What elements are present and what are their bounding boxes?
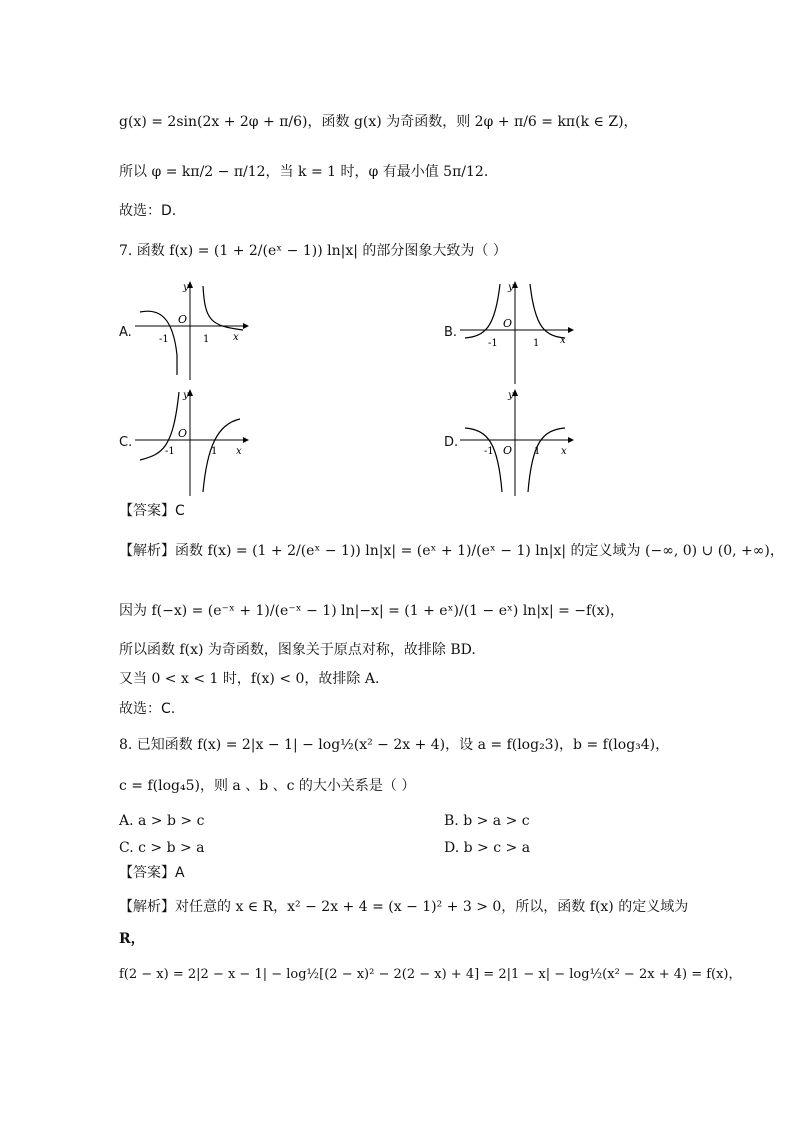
solution-8-line: f(2 − x) = 2|2 − x − 1| − log½[(2 − x)² − 2(2 − x) + 4] = 2|1 − x| − log½(x² − 2x + 4) = f(x)， — [119, 967, 742, 982]
origin-label: O — [503, 444, 513, 457]
tick-label: -1 — [484, 446, 494, 457]
solution-7-line: 又当 0 < x < 1 时，f(x) < 0，故排除 A. — [119, 671, 380, 687]
question-7: 7. 函数 f(x) = (1 + 2/(eˣ − 1)) ln|x| 的部分图象大致为（ ） — [119, 243, 507, 259]
tick-label: -1 — [488, 338, 498, 349]
y-axis-label: y — [508, 282, 514, 293]
text-line: 故选：D. — [119, 203, 177, 219]
tick-label: 1 — [211, 446, 218, 457]
solution-8-line: 【解析】对任意的 x ∈ R，x² − 2x + 4 = (x − 1)² + 3 > 0，所以，函数 f(x) 的定义域为 — [119, 899, 689, 915]
solution-7-line: 所以函数 f(x) 为奇函数，图象关于原点对称，故排除 BD. — [119, 642, 476, 658]
question-8: c = f(log₄5)，则 a 、b 、c 的大小关系是（ ） — [119, 778, 416, 794]
graph-label-c: C. — [119, 435, 133, 450]
option-a: A. a > b > c — [119, 813, 205, 829]
x-axis-label: x — [233, 332, 239, 343]
tick-label: 1 — [534, 446, 541, 457]
x-axis-label: x — [561, 446, 567, 457]
y-axis-label: y — [508, 390, 514, 401]
origin-label: O — [178, 427, 188, 440]
origin-label: O — [503, 317, 513, 330]
tick-label: 1 — [203, 334, 210, 345]
text-line: g(x) = 2sin(2x + 2φ + π/6)，函数 g(x) 为奇函数，则 2φ + π/6 = kπ(k ∈ Z)， — [119, 114, 638, 130]
y-axis-label: y — [183, 390, 189, 401]
solution-8-line: R， — [119, 931, 145, 947]
option-d: D. b > c > a — [444, 840, 531, 856]
text-line: 所以 φ = kπ/2 − π/12，当 k = 1 时，φ 有最小值 5π/12. — [119, 164, 489, 180]
graph-label-d: D. — [444, 435, 459, 450]
answer-8: 【答案】A — [119, 865, 185, 881]
tick-label: -1 — [159, 334, 169, 345]
tick-label: -1 — [165, 446, 175, 457]
solution-7-line: 因为 f(−x) = (e⁻ˣ + 1)/(e⁻ˣ − 1) ln|−x| = (1 + eˣ)/(1 − eˣ) ln|x| = −f(x)， — [119, 603, 625, 619]
tick-label: 1 — [533, 338, 540, 349]
graph-option-c — [135, 388, 250, 496]
answer-7: 【答案】C — [119, 503, 185, 519]
x-axis-label: x — [236, 446, 242, 457]
solution-7-line: 故选：C. — [119, 701, 176, 717]
origin-label: O — [178, 313, 188, 326]
option-b: B. b > a > c — [444, 813, 530, 829]
option-c: C. c > b > a — [119, 840, 205, 856]
question-8: 8. 已知函数 f(x) = 2|x − 1| − log½(x² − 2x + 4)，设 a = f(log₂3)，b = f(log₃4)， — [119, 737, 670, 753]
solution-7-line: 【解析】函数 f(x) = (1 + 2/(eˣ − 1)) ln|x| = (eˣ + 1)/(eˣ − 1) ln|x| 的定义域为 (−∞, 0) ∪ (0, +∞)， — [119, 543, 784, 559]
x-axis-label: x — [560, 335, 566, 346]
graph-option-d — [460, 388, 575, 496]
graph-option-a — [135, 280, 250, 380]
y-axis-label: y — [183, 282, 189, 293]
graph-label-a: A. — [119, 325, 132, 340]
graph-label-b: B. — [444, 325, 458, 340]
graph-option-b — [460, 280, 575, 385]
